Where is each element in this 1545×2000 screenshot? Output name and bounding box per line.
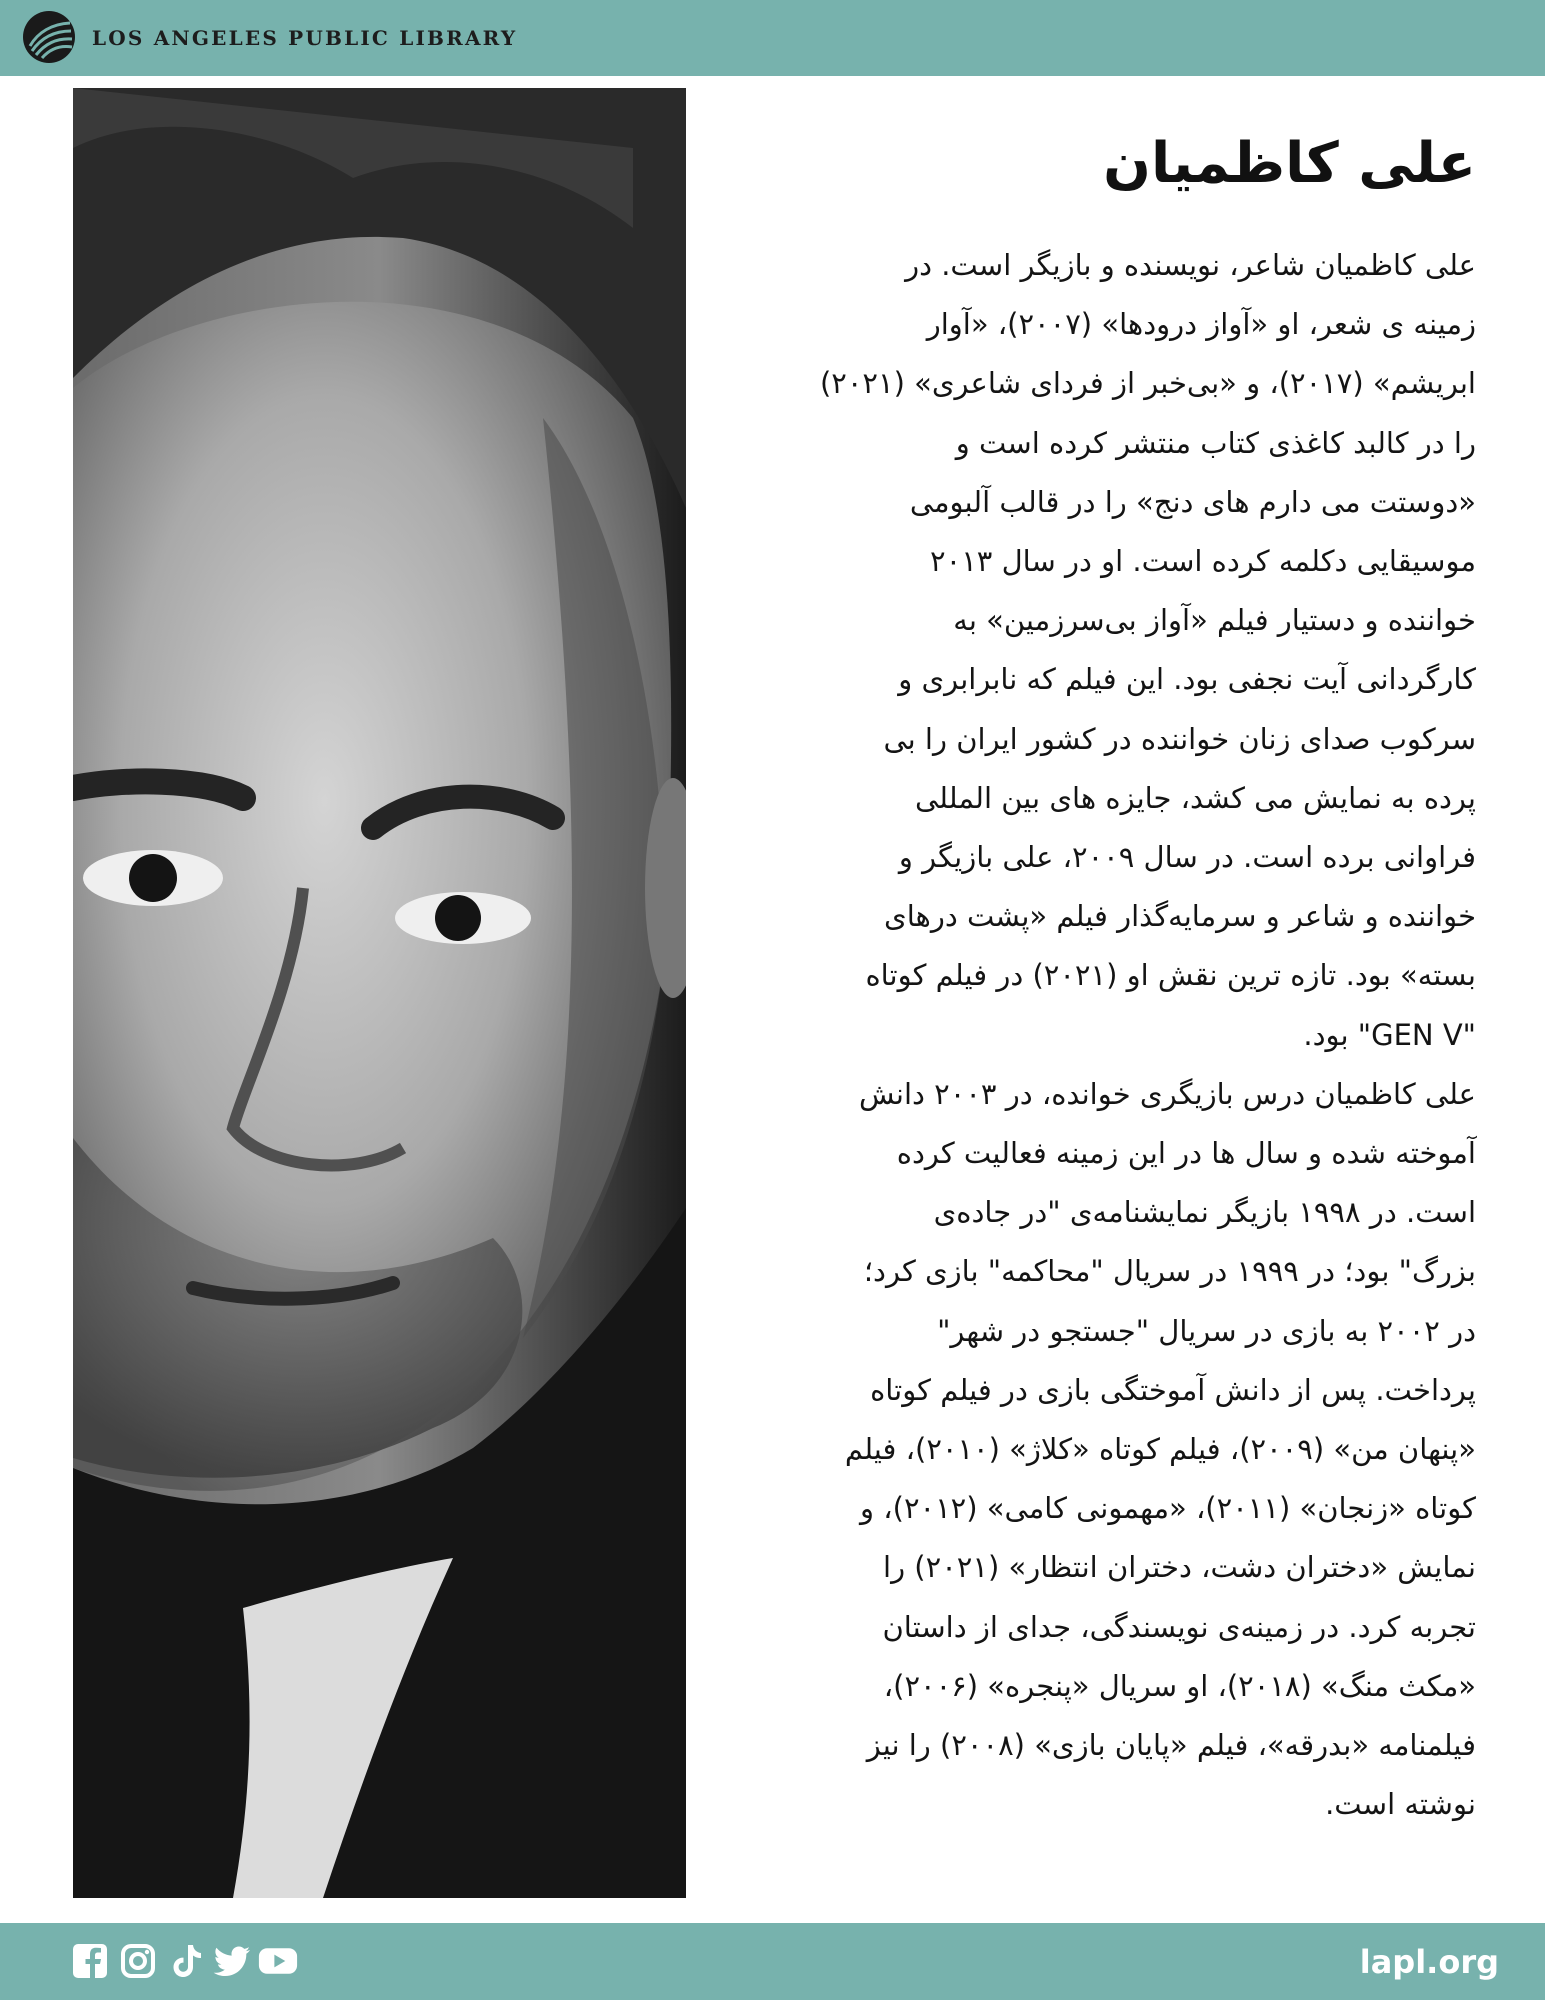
bio-line: است. در ۱۹۹۸ بازیگر نمایشنامه‌ی "در جاده‌ی bbox=[933, 1195, 1476, 1230]
author-portrait-photo bbox=[73, 88, 686, 1898]
bio-line: تجربه کرد. در زمینه‌ی نویسندگی، جدای از داستان bbox=[882, 1609, 1476, 1644]
footer-bar bbox=[0, 1923, 1545, 2000]
bio-line: موسیقایی دکلمه کرده است. او در سال ۲۰۱۳ bbox=[930, 544, 1476, 579]
bio-line: «مکث منگ» (۲۰۱۸)، او سریال «پنجره» (۲۰۰۶)، bbox=[883, 1668, 1476, 1703]
facebook-icon[interactable] bbox=[70, 1941, 110, 1981]
bio-line: «پنهان من» (۲۰۰۹)، فیلم کوتاه «کلاژ» (۲۰۱۰)، فیلم bbox=[844, 1432, 1476, 1467]
library-name[interactable]: LOS ANGELES PUBLIC LIBRARY bbox=[92, 26, 518, 50]
bio-line: "GEN V" بود. bbox=[1303, 1017, 1476, 1052]
bio-line: بزرگ" بود؛ در ۱۹۹۹ در سریال "محاکمه" بازی کرد؛ bbox=[863, 1254, 1476, 1289]
bio-line: کوتاه «زنجان» (۲۰۱۱)، «مهمونی کامی» (۲۰۱۲)، و bbox=[860, 1491, 1476, 1526]
bio-line: خواننده و دستیار فیلم «آواز بی‌سرزمین» به bbox=[953, 603, 1476, 638]
bio-line: را در کالبد کاغذی کتاب منتشر کرده است و bbox=[955, 425, 1476, 460]
website-link[interactable]: lapl.org bbox=[1359, 1943, 1499, 1981]
bio-line: علی کاظمیان شاعر، نویسنده و بازیگر است. در bbox=[905, 248, 1476, 282]
bio-line: علی کاظمیان درس بازیگری خوانده، در ۲۰۰۳ دانش bbox=[858, 1076, 1476, 1111]
twitter-icon[interactable] bbox=[212, 1941, 252, 1981]
bio-line: خواننده و شاعر و سرمایه‌گذار فیلم «پشت درهای bbox=[884, 899, 1476, 934]
page-title: علی کاظمیان bbox=[1103, 131, 1476, 196]
lapl-logo-icon[interactable] bbox=[22, 10, 76, 64]
bio-line: نمایش «دختران دشت، دختران انتظار» (۲۰۲۱) را bbox=[883, 1550, 1476, 1585]
bio-line: ابریشم» (۲۰۱۷)، و «بی‌خبر از فردای شاعری» (۲۰۲۱) bbox=[819, 366, 1476, 401]
bio-line: بسته» بود. تازه ترین نقش او (۲۰۲۱) در فیلم کوتاه bbox=[865, 958, 1476, 993]
bio-line: پرده به نمایش می کشد، جایزه های بین المللی bbox=[914, 780, 1476, 815]
bio-line: فیلمنامه «بدرقه»، فیلم «پایان بازی» (۲۰۰۸) را نیز bbox=[866, 1728, 1476, 1763]
biography-text bbox=[736, 236, 1476, 1834]
bio-line: پرداخت. پس از دانش آموختگی بازی در فیلم کوتاه bbox=[870, 1372, 1476, 1407]
bio-line: سرکوب صدای زنان خواننده در کشور ایران را بی bbox=[883, 721, 1476, 756]
bio-line: در ۲۰۰۲ به بازی در سریال "جستجو در شهر" bbox=[937, 1313, 1476, 1348]
header-bar bbox=[0, 0, 1545, 76]
instagram-icon[interactable] bbox=[118, 1941, 158, 1981]
bio-line: فراوانی برده است. در سال ۲۰۰۹، علی بازیگر و bbox=[898, 840, 1476, 875]
tiktok-icon[interactable] bbox=[166, 1941, 206, 1981]
bio-line: آموخته شده و سال ها در این زمینه فعالیت کرده bbox=[896, 1136, 1476, 1171]
bio-line: کارگردانی آیت نجفی بود. این فیلم که نابرابری و bbox=[898, 662, 1476, 697]
bio-line: «دوستت می دارم های دنج» را در قالب آلبومی bbox=[909, 484, 1476, 519]
bio-line: زمینه ی شعر، او «آواز درودها» (۲۰۰۷)، «آوار bbox=[926, 307, 1476, 342]
bio-line: نوشته است. bbox=[1325, 1787, 1476, 1822]
youtube-icon[interactable] bbox=[258, 1941, 298, 1981]
